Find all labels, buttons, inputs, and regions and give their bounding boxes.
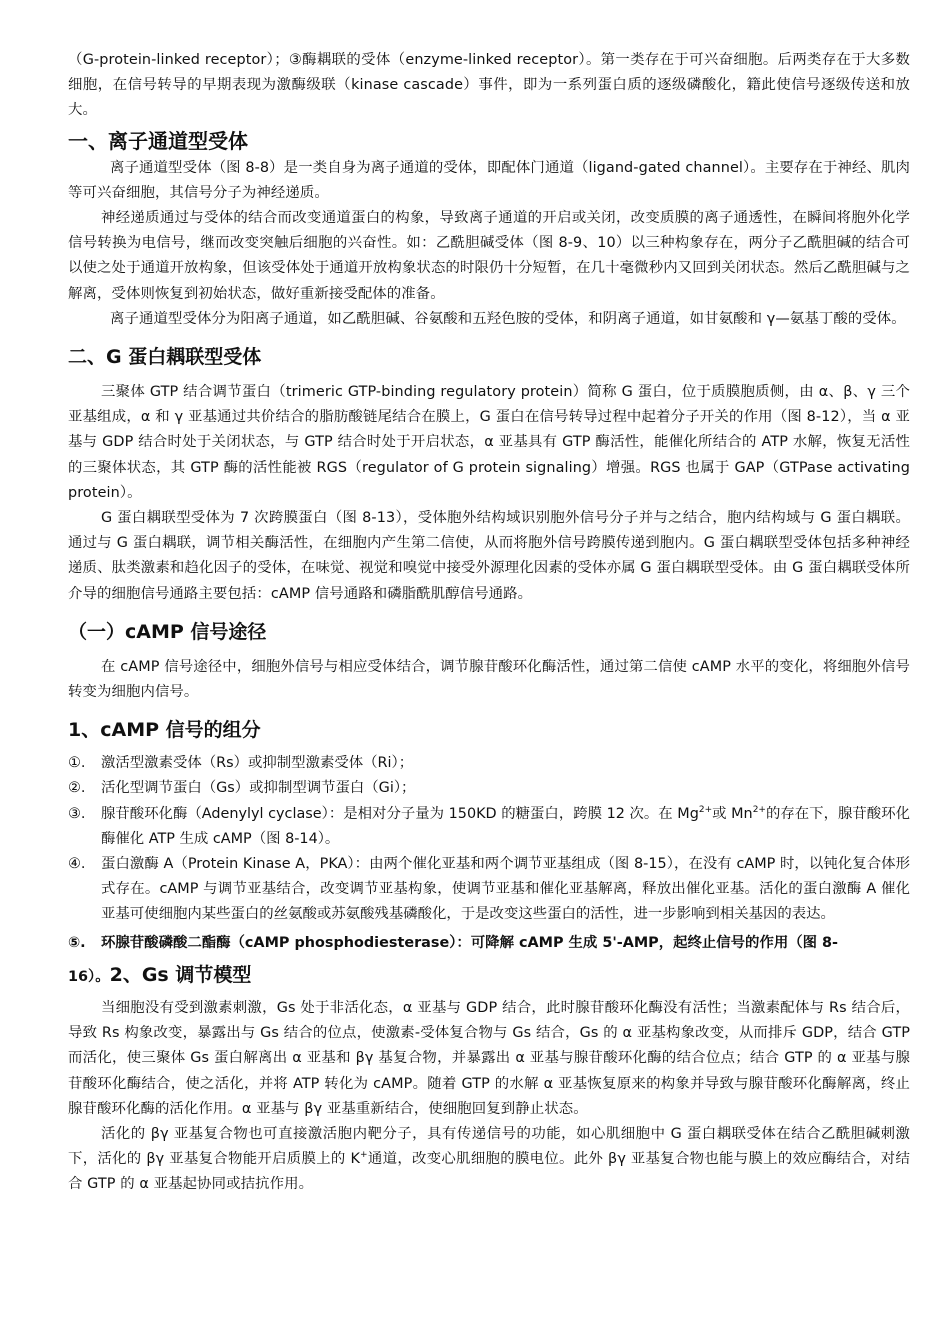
list-item-number: ①. — [68, 755, 86, 772]
list-item-number: ④. — [68, 856, 86, 873]
gs-model-paragraph-2-a: 活化的 βγ 亚基复合物也可直接激活胞内靶分子，具有传递信号的功能，如心肌细胞中 G 蛋白耦联受体在结合乙酰胆碱刺激下，活化的 βγ 亚基复合物能开启质膜上的 K — [68, 1125, 910, 1168]
list-item-text: 激活型激素受体（Rs）或抑制型激素受体（Ri）； — [101, 755, 414, 772]
intro-paragraph: （G-protein-linked receptor）；③酶耦联的受体（enzyme-linked receptor）。第一类存在于可兴奋细胞。后两类存在于大多数细胞，在信号转导的早期表现为激酶级联（kinase cascade）事件，即为一系列蛋白质的逐级磷酸化，籍此使信号逐级传送和放大。 — [68, 52, 910, 119]
list-item — [68, 852, 910, 928]
superscript-charge: 2+ — [752, 804, 766, 815]
list-item-text-a: 腺苷酸环化酶（Adenylyl cyclase）：是相对分子量为 150KD 的糖蛋白，跨膜 12 次。在 Mg — [101, 805, 699, 822]
list-item — [68, 802, 910, 852]
ion-channel-paragraph-2: 神经递质通过与受体的结合而改变通道蛋白的构象，导致离子通道的开启或关闭，改变质膜的离子通透性，在瞬间将胞外化学信号转换为电信号，继而改变突触后细胞的兴奋性。如：乙酰胆碱受体（图 8-9、10）以三种构象存在，两分子乙酰胆碱的结合可以使之处于通道开放构象，但该受体处于通道开放构象状态的时限仍十分短暂，在几十毫微秒内又回到关闭状态。然后乙酰胆碱与之解离，受体则恢复到初始状态，做好重新接受配体的准备。 — [68, 210, 910, 302]
list-item-text: 蛋白激酶 A（Protein Kinase A，PKA）：由两个催化亚基和两个调节亚基组成（图 8-15），在没有 cAMP 时，以钝化复合体形式存在。cAMP 与调节亚基结合，改变调节亚基构象，使调节亚基和催化亚基解离，释放出催化亚基。活化的蛋白激酶 A 催化亚基可使细胞内某些蛋白的丝氨酸或苏氨酸残基磷酸化，于是改变这些蛋白的活性，进一步影响到相关基因的表达。 — [101, 856, 910, 923]
camp-pathway-paragraph: 在 cAMP 信号途径中，细胞外信号与相应受体结合，调节腺苷酸环化酶活性，通过第二信使 cAMP 水平的变化，将细胞外信号转变为细胞内信号。 — [68, 658, 910, 701]
section-heading-camp-components: 1、cAMP 信号的组分 — [68, 719, 261, 742]
ion-channel-paragraph-3: 离子通道型受体分为阳离子通道，如乙酰胆碱、谷氨酸和五羟色胺的受体，和阴离子通道，如甘氨酸和 γ—氨基丁酸的受体。 — [110, 310, 906, 327]
g-protein-paragraph-2: G 蛋白耦联型受体为 7 次跨膜蛋白（图 8-13），受体胞外结构域识别胞外信号分子并与之结合，胞内结构域与 G 蛋白耦联。通过与 G 蛋白耦联，调节相关酶活性，在细胞内产生第二信使，从而将胞外信号跨膜传递到胞内。G 蛋白耦联型受体包括多种神经递质、肽类激素和趋化因子的受体，在味觉、视觉和嗅觉中接受外源理化因素的受体亦属 G 蛋白耦联型受体。由 G 蛋白耦联受体所介导的细胞信号通路主要包括：cAMP 信号通路和磷脂酰肌醇信号通路。 — [68, 510, 910, 602]
section-heading-camp-pathway: （一）cAMP 信号途径 — [68, 620, 267, 643]
list-item — [68, 776, 910, 801]
list-item-text-b: 或 Mn — [712, 805, 753, 822]
list-item-tail: 16）。 — [68, 968, 110, 985]
section-heading-gs-model: 2、Gs 调节模型 — [109, 963, 252, 986]
document-page — [68, 48, 910, 1198]
list-item-number: ③. — [68, 805, 86, 822]
superscript-charge: 2+ — [698, 804, 713, 815]
list-item — [68, 928, 910, 956]
g-protein-paragraph-1: 三聚体 GTP 结合调节蛋白（trimeric GTP-binding regulatory protein）简称 G 蛋白，位于质膜胞质侧，由 α、β、γ 三个亚基组成，α 和 γ 亚基通过共价结合的脂肪酸链尾结合在膜上，G 蛋白在信号转导过程中起着分子开关的作用（图 8-12），当 α 亚基与 GDP 结合时处于关闭状态，与 GTP 结合时处于开启状态，α 亚基具有 GTP 酶活性，能催化所结合的 ATP 水解，恢复无活性的三聚体状态，其 GTP 酶的活性能被 RGS（regulator of G protein signaling）增强。RGS 也属于 GAP（GTPase activating protein）。 — [68, 384, 910, 501]
gs-model-paragraph-1: 当细胞没有受到激素刺激，Gs 处于非活化态，α 亚基与 GDP 结合，此时腺苷酸环化酶没有活性；当激素配体与 Rs 结合后，导致 Rs 构象改变，暴露出与 Gs 结合的位点，使激素-受体复合物与 Gs 结合，Gs 的 α 亚基构象改变，从而排斥 GDP，结合 GTP 而活化，使三聚体 Gs 蛋白解离出 α 亚基和 βγ 基复合物，并暴露出 α 亚基与腺苷酸环化酶的结合位点；结合 GTP 的 α 亚基与腺苷酸环化酶结合，使之活化，并将 ATP 转化为 cAMP。随着 GTP 的水解 α 亚基恢复原来的构象并导致与腺苷酸环化酶解离，终止腺苷酸环化酶的活化作用。α 亚基与 βγ 亚基重新结合，使细胞回复到静止状态。 — [68, 999, 910, 1117]
section-heading-g-protein: 二、G 蛋白耦联型受体 — [68, 346, 262, 369]
gs-model-paragraph-2-b: 通道，改变心肌细胞的膜电位。此外 βγ 亚基复合物也能与膜上的效应酶结合，对结合 GTP 的 α 亚基起协同或拮抗作用。 — [68, 1151, 910, 1193]
list-item-text: 环腺苷酸磷酸二酯酶（cAMP phosphodiesterase）：可降解 cAMP 生成 5'-AMP，起终止信号的作用（图 8- — [101, 934, 839, 951]
gs-model-paragraph-2 — [68, 1122, 910, 1198]
list-tail-and-heading — [68, 960, 910, 990]
list-item-text-c: 的存在下，腺苷酸环化酶催化 ATP 生成 cAMP（图 8-14）。 — [101, 805, 910, 847]
list-item — [68, 751, 910, 776]
list-item-text: 活化型调节蛋白（Gs）或抑制型调节蛋白（Gi）； — [101, 780, 416, 797]
section-heading-ion-channel: 一、离子通道型受体 — [68, 128, 248, 153]
list-item-number: ⑤. — [68, 934, 86, 951]
ion-channel-paragraph-1: 离子通道型受体（图 8-8）是一类自身为离子通道的受体，即配体门通道（ligand-gated channel）。主要存在于神经、肌肉等可兴奋细胞，其信号分子为神经递质。 — [68, 159, 910, 201]
list-item-number: ②. — [68, 780, 86, 797]
superscript-charge: + — [360, 1150, 368, 1161]
camp-components-list — [68, 751, 910, 956]
